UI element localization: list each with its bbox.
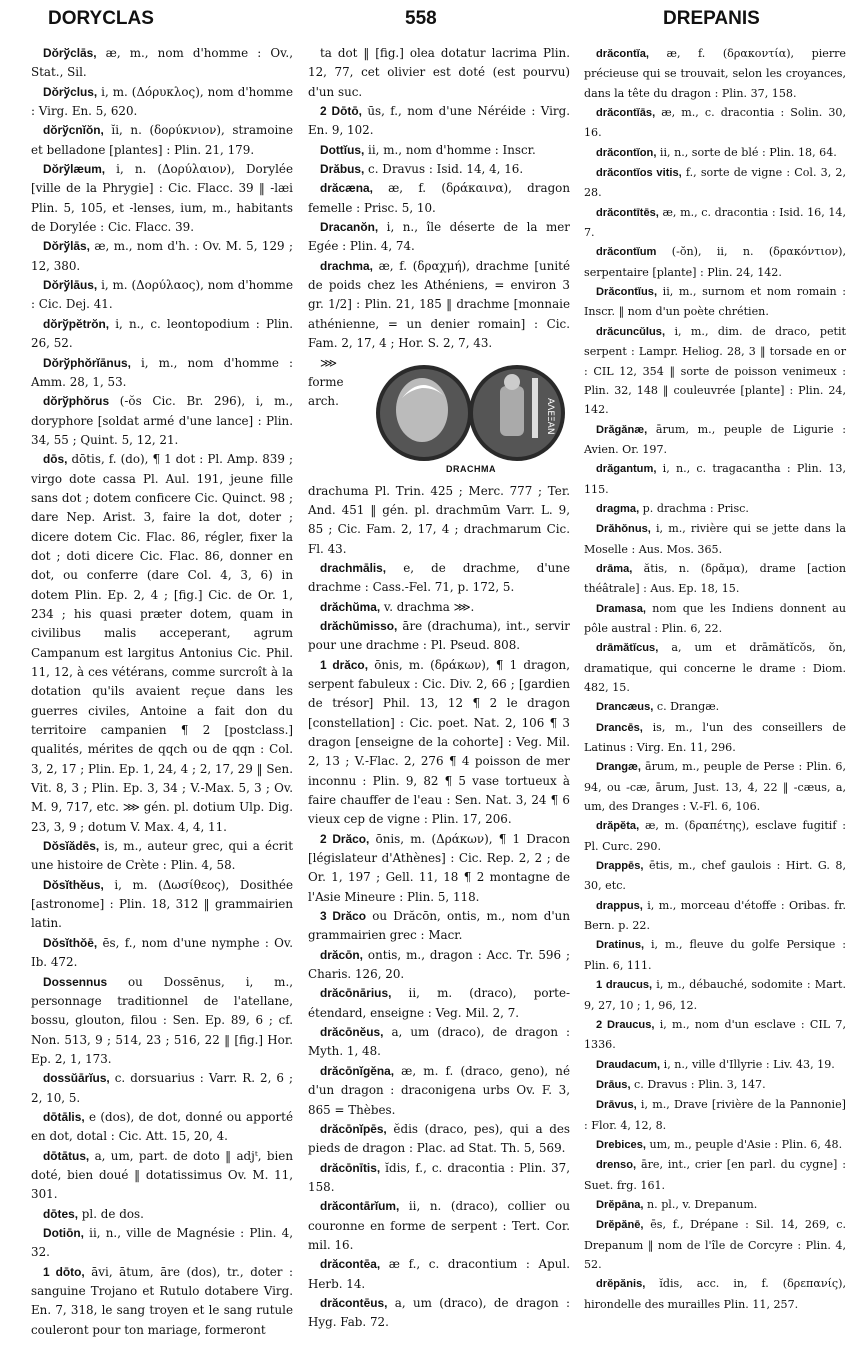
entry-definition: ĭdis, acc. in, f. (δρεπανίς), hirondelle des murailles Plin. 11, 257. <box>584 1277 846 1311</box>
dictionary-entry <box>584 896 846 936</box>
entry-definition: ontis, m., dragon : Acc. Tr. 596 ; Charis. 126, 20. <box>308 947 570 982</box>
entry-definition: i, m. (Δόρυκλος), nom d'homme : Virg. En. 5, 620. <box>31 84 293 119</box>
entry-headword: Dossennus <box>43 974 108 989</box>
entry-definition: æ, m., c. dracontia : Isid. 16, 14, 7. <box>584 205 846 240</box>
dictionary-entry <box>584 143 846 163</box>
drachma-coin-image <box>372 358 570 480</box>
entry-definition: æ, f. (δραχμή), drachme [unité de poids chez les Athéniens, = environ 3 gr. 1/2] : Plin. 21, 185 ‖ drachme [monnaie athénienne, = un denier romain] : Cic. Fam. 2, 17, 4 ; Hor. S. 2, 7, 43. <box>308 258 570 351</box>
dictionary-entry <box>308 656 570 830</box>
entry-definition: ĕdis (draco, pes), qui a des pieds de dragon : Plac. ad Stat. Th. 5, 569. <box>308 1121 570 1156</box>
entry-definition: æ, f. (δράκαινα), dragon femelle : Prisc. 5, 10. <box>308 181 570 215</box>
entry-headword: drăcontĭa, <box>596 48 650 60</box>
entry-definition: ii, n., sorte de blé : Plin. 18, 64. <box>656 145 837 159</box>
entry-definition: āre (drachuma), int., servir pour une drachme : Pl. Pseud. 808. <box>308 618 570 653</box>
entry-definition: ii, m., surnom et nom romain : Inscr. ‖ nom d'un poète chrétien. <box>584 285 846 319</box>
entry-headword: drenso, <box>596 1159 637 1172</box>
dictionary-entry <box>584 757 846 816</box>
dictionary-entry <box>584 420 846 460</box>
entry-headword: drăcontēus, <box>320 1295 388 1310</box>
dictionary-entry <box>31 315 293 354</box>
entry-definition: āvi, ātum, āre (dos), tr., doter : sanguine Trojano et Rutulo dotabere Virg. En. 7, 318, le sang troyen et le sang rutule couleront pour ton mariage, formeront <box>31 1264 293 1337</box>
entry-headword: Drancæus, <box>596 701 654 714</box>
entry-headword: drāmătĭcus, <box>596 642 659 655</box>
entry-definition: æ, m. f. (draco, geno), né d'un dragon : draconigena urbs Ov. F. 3, 865 = Thèbes. <box>308 1063 570 1117</box>
dictionary-entry <box>31 1069 293 1108</box>
entry-headword: 3 Drăco <box>320 909 367 924</box>
entry-definition: i, n. (Δορύλαιον), Dorylée [ville de la Phrygie] : Cic. Flacc. 39 ‖ -læi Plin. 5, 105, et -lenses, ium, m., habitants de Dorylée : Cic. Flacc. 39. <box>31 162 293 235</box>
dictionary-entry <box>308 984 570 1023</box>
entry-headword: Drăbus, <box>320 162 365 177</box>
dictionary-entry <box>584 499 846 519</box>
entry-headword: Drancēs, <box>596 721 643 734</box>
entry-definition: ēs, f., Drépane : Sil. 14, 269, c. Drepanum ‖ nom de l'île de Corcyre : Plin. 4, 52. <box>584 1218 846 1271</box>
dictionary-entry <box>584 1274 846 1314</box>
dictionary-entry <box>584 242 846 282</box>
dictionary-entry <box>31 1205 293 1224</box>
entry-headword: drăchŭmisso, <box>320 618 398 633</box>
dictionary-entry <box>308 1062 570 1120</box>
dictionary-entry <box>584 103 846 143</box>
entry-headword: drăcōnĕus, <box>320 1025 384 1040</box>
entry-definition: āre, int., crier [en parl. du cygne] : Suet. frg. 161. <box>584 1158 846 1192</box>
entry-definition: ta dot ‖ [fig.] olea dotatur lacrima Plin. 12, 77, cet olivier est doté (est pourvu) d'un suc. <box>308 46 570 99</box>
entry-definition: æ, m. (δραπέτης), esclave fugitif : Pl. Curc. 290. <box>584 819 846 853</box>
entry-definition: p. drachma : Prisc. <box>639 501 749 515</box>
entry-definition: ătis, n. (δρᾶμα), drame [action théâtrale] : Aus. Ep. 18, 15. <box>584 561 846 596</box>
dictionary-entry <box>31 1147 293 1205</box>
dictionary-entry <box>308 598 570 617</box>
entry-headword: Dŏrўlæum, <box>43 162 106 177</box>
entry-headword: dŏrўcnĭŏn, <box>43 123 104 138</box>
entry-definition: ⋙ forme arch. drachuma Pl. Trin. 425 ; Merc. 777 ; Ter. And. 451 ‖ gén. pl. drachmūm Varr. L. 9, 85 ; Cic. Fam. 2, 17, 4 ; drachmarum Cic. Fl. 43. <box>308 355 570 556</box>
entry-headword: drăcōnārius, <box>320 986 392 1001</box>
dictionary-entry <box>308 1197 570 1255</box>
column-2 <box>308 44 570 1333</box>
dictionary-entry <box>308 1255 570 1294</box>
entry-definition: i, n., île déserte de la mer Egée : Plin. 4, 74. <box>308 220 570 254</box>
entry-headword: 1 drăco, <box>320 657 369 672</box>
entry-headword: drāma, <box>596 562 633 575</box>
dictionary-entry <box>584 1195 846 1215</box>
dictionary-entry <box>308 1159 570 1198</box>
dictionary-entry <box>31 44 293 83</box>
dictionary-entry <box>31 160 293 237</box>
dictionary-entry <box>584 1215 846 1274</box>
entry-definition: ūs, f., nom d'une Néréide : Virg. En. 9, 102. <box>308 104 570 138</box>
dictionary-entry <box>584 44 846 103</box>
dictionary-entry <box>584 519 846 559</box>
dictionary-entry <box>584 203 846 243</box>
entry-definition: ou Dossēnus, i, m., personnage traditionnel de l'atellane, bossu, glouton, filou : Sen. Ep. 89, 6 ; cf. Non. 513, 9 ; 514, 23 ; 516, 22 ‖ [fig.] Hor. Ep. 2, 1, 173. <box>31 974 293 1066</box>
entry-definition: ii, m., nom d'homme : Inscr. <box>364 142 536 157</box>
running-head-right: DREPANIS <box>663 8 760 29</box>
dictionary-entry <box>31 973 293 1070</box>
entry-definition: (-ŏs Cic. Br. 296), i, m., doryphore [soldat armé d'une lance] : Plin. 34, 55 ; Quint. 5, 12, 21. <box>31 394 293 447</box>
entry-headword: Drĕpănē, <box>596 1219 644 1232</box>
entry-definition: i, m., débauché, sodomite : Mart. 9, 27, 10 ; 1, 96, 12. <box>584 978 846 1012</box>
entry-definition: a, um (draco), de dragon : Hyg. Fab. 72. <box>308 1295 570 1330</box>
entry-headword: dŏrўpĕtrŏn, <box>43 316 110 331</box>
dictionary-entry <box>308 160 570 179</box>
dictionary-entry <box>308 559 570 598</box>
entry-headword: dŏrўphŏrus <box>43 394 110 409</box>
dictionary-entry <box>584 459 846 499</box>
entry-definition: ēs, f., nom d'une nymphe : Ov. Ib. 472. <box>31 935 293 970</box>
entry-definition: ōnis, m. (Δράκων), ¶ 1 Dracon [législateur d'Athènes] : Cic. Rep. 2, 2 ; de Or. 1, 197 ; Gell. 11, 18 ¶ 2 montagne de l'Asie Mineure : Plin. 5, 118. <box>308 831 570 904</box>
entry-definition: n. pl., v. Drepanum. <box>643 1197 758 1211</box>
dictionary-entry <box>584 1135 846 1155</box>
dictionary-entry <box>308 1120 570 1159</box>
entry-headword: drăcontĭos vitis, <box>596 167 682 180</box>
entry-definition: v. drachma ⋙. <box>380 599 475 614</box>
entry-definition: i, m., Drave [rivière de la Pannonie] : Flor. 4, 12, 8. <box>584 1098 846 1132</box>
entry-headword: 2 Draucus, <box>596 1018 655 1031</box>
entry-headword: Dŏrўphŏrĭānus, <box>43 355 131 370</box>
entry-headword: Drăcontĭus, <box>596 286 658 299</box>
dictionary-entry <box>308 1023 570 1062</box>
entry-headword: Dŏsĭădēs, <box>43 839 100 854</box>
running-head-left: DORYCLAS <box>48 8 154 29</box>
svg-text:ΑΛΕΞΑΝ: ΑΛΕΞΑΝ <box>545 397 555 435</box>
entry-definition: i, n., c. leontopodium : Plin. 26, 52. <box>31 316 293 351</box>
entry-headword: dōtes, <box>43 1206 79 1221</box>
dictionary-entry <box>308 907 570 946</box>
entry-headword: drĕpănis, <box>596 1278 646 1291</box>
entry-definition: c. Dravus : Plin. 3, 147. <box>630 1077 766 1091</box>
entry-definition: a, um (draco), de dragon : Myth. 1, 48. <box>308 1025 570 1059</box>
entry-headword: drăcōnītis, <box>320 1160 381 1175</box>
entry-headword: drăcōnĭgĕna, <box>320 1063 395 1078</box>
entry-headword: drăcontēa, <box>320 1257 381 1272</box>
entry-headword: dōs, <box>43 452 68 467</box>
page-number: 558 <box>405 8 437 29</box>
entry-definition: ōnis, m. (δράκων), ¶ 1 dragon, serpent fabuleux : Cic. Div. 2, 66 ; [gardien de trésor] Phil. 13, 12 ¶ 2 le dragon [constellation] : Cic. poet. Nat. 2, 106 ¶ 3 dragon [enseigne de la cohorte] : Veg. Mil. 2, 13 ; V.-Flac. 2, 276 ¶ 4 poisson de mer inconnu : Plin. 9, 82 ¶ 5 vase tortueux à faire chauffer de l'eau : Sen. Nat. 3, 24 ¶ 6 vieux cep de vigne : Plin. 17, 206. <box>308 657 570 827</box>
entry-headword: dōtālis, <box>43 1109 85 1124</box>
coin-illustration <box>372 358 570 468</box>
entry-headword: Dramasa, <box>596 602 646 615</box>
dictionary-entry <box>584 697 846 717</box>
entry-headword: Drăhŏnus, <box>596 523 651 536</box>
dictionary-entry <box>584 282 846 322</box>
entry-definition: ārum, m., peuple de Perse : Plin. 6, 94, ou -cæ, ārum, Just. 13, 4, 22 ‖ -cæus, a, um, des Dranges : V.-Fl. 6, 106. <box>584 760 846 814</box>
entry-headword: drappus, <box>596 899 643 912</box>
dictionary-entry <box>584 1075 846 1095</box>
entry-headword: 2 Dōtō, <box>320 104 362 119</box>
entry-definition: i, m., rivière qui se jette dans la Moselle : Aus. Mos. 365. <box>584 522 846 556</box>
entry-definition: f., sorte de vigne : Col. 3, 2, 28. <box>584 166 846 200</box>
dictionary-entry <box>31 121 293 160</box>
dictionary-entry <box>584 816 846 856</box>
entry-definition: e (dos), de dot, donné ou apporté en dot, dotal : Cic. Att. 15, 20, 4. <box>31 1109 293 1144</box>
dictionary-entry <box>31 876 293 934</box>
column-1 <box>31 44 293 1340</box>
dictionary-entry <box>31 934 293 973</box>
entry-headword: drachma, <box>320 258 373 273</box>
entry-definition: e, de drachme, d'une drachme : Cass.-Fel. 71, p. 172, 5. <box>308 560 570 595</box>
entry-definition: a, um, part. de doto ‖ adjᵗ, bien doté, bien doué ‖ dotatissimus Ov. M. 11, 301. <box>31 1148 293 1202</box>
dictionary-entry <box>308 946 570 985</box>
entry-definition: c. dorsuarius : Varr. R. 2, 6 ; 2, 10, 5. <box>31 1071 293 1105</box>
dictionary-entry <box>308 257 570 354</box>
entry-definition: i, m., nom d'un esclave : CIL 7, 1336. <box>584 1017 846 1052</box>
dictionary-entry <box>31 1108 293 1147</box>
entry-definition: ĭdis, f., c. dracontia : Plin. 37, 158. <box>308 1160 570 1194</box>
dictionary-entry <box>308 1294 570 1333</box>
entry-definition: i, m., nom d'homme : Amm. 28, 1, 53. <box>31 355 293 389</box>
entry-headword: drăcontītēs, <box>596 206 659 219</box>
entry-definition: ĭi, n. (δορύκνιον), stramoine et belladone [plantes] : Plin. 21, 179. <box>31 123 293 157</box>
entry-definition: i, m., dim. de draco, petit serpent : Lampr. Heliog. 28, 3 ‖ torsade en or : CIL 12, 354 ‖ sorte de poisson venimeux : Plin. 32, 148 ‖ couleuvrée [plante] : Plin. 24, 142. <box>584 324 846 417</box>
entry-headword: Dŏrўlāus, <box>43 278 98 293</box>
entry-definition: nom que les Indiens donnent au pôle austral : Plin. 6, 22. <box>584 601 846 635</box>
entry-headword: Dracanŏn, <box>320 220 379 235</box>
entry-definition: dōtis, f. (do), ¶ 1 dot : Pl. Amp. 839 ; virgo dote cassa Pl. Aul. 191, jeune fille sans dot ; dotem conficere Cic. Quinct. 98 ; dare Nep. Arist. 3, faire la dot, doter ; dicere dotem Cic. Flac. 86, régler, fixer la dot ; doti dicere Cic. Flac. 86, donner en dot, ou conferre (dare Col. 4, 3, 6) in dotem Plin. Ep. 2, 4 ; [fig.] Cic. de Or. 1, 234 ; his quasi præter dotem, quam in civilibus malis acceperant, agrum Campanum est largitus Antonius Cic. Phil. 11, 12, à ces vétérans, comme surcroît à la dotation qu'ils avaient reçue dans les guerres civiles, Antoine a fait don du territoire campanien ¶ 2 [postclass.] qualités, mérites de qqch ou de qqn : Col. 3, 2, 17 ; Plin. Ep. 1, 24, 4 ; 2, 17, 29 ‖ Sen. Vit. 8, 3 ; Plin. Ep. 3, 34 ; V.-Max. 5, 3 ; Ov. M. 9, 717, etc. ⋙ gén. pl. dotium Ulp. Dig. 23, 3, 9 ; dotum V. Max. 4, 4, 11. <box>31 452 293 834</box>
entry-definition: i, m., morceau d'étoffe : Oribas. fr. Bern. p. 22. <box>584 898 846 933</box>
dictionary-entry <box>31 276 293 315</box>
entry-definition: æ, f. (δρακοντία), pierre précieuse qui se trouvait, selon les croyances, dans la tête du dragon : Plin. 37, 158. <box>584 47 846 100</box>
dictionary-entry <box>584 599 846 639</box>
entry-headword: drăpĕta, <box>596 820 640 833</box>
dictionary-entry <box>31 83 293 122</box>
entry-headword: Drĕpāna, <box>596 1198 644 1211</box>
dictionary-entry <box>31 354 293 393</box>
dictionary-entry <box>31 1224 293 1263</box>
entry-definition: a, um et drāmătĭcŏs, ŏn, dramatique, qui concerne le drame : Diom. 482, 15. <box>584 641 846 694</box>
page-header <box>0 8 850 38</box>
entry-headword: drăgantum, <box>596 463 657 476</box>
entry-headword: Dŏsĭthŏē, <box>43 935 98 950</box>
entry-headword: Dŏsĭthĕus, <box>43 877 104 892</box>
entry-definition: ii, n. (draco), collier ou couronne en forme de serpent : Tert. Cor. mil. 16. <box>308 1199 570 1252</box>
dictionary-entry <box>584 856 846 896</box>
entry-definition: æ f., c. dracontium : Apul. Herb. 14. <box>308 1257 570 1291</box>
entry-definition: c. Drangæ. <box>653 700 720 714</box>
entry-headword: drăcontĭum <box>596 246 657 259</box>
entry-headword: drăcontĭon, <box>596 146 657 159</box>
entry-definition: ii, n., ville de Magnésie : Plin. 4, 32. <box>31 1225 293 1260</box>
entry-headword: drăcuncŭlus, <box>596 325 666 338</box>
dictionary-entry <box>584 718 846 758</box>
dictionary-entry <box>308 141 570 160</box>
entry-headword: 1 dōto, <box>43 1264 85 1279</box>
dictionary-entry <box>584 975 846 1015</box>
entry-headword: drăcōnĭpēs, <box>320 1121 387 1136</box>
entry-headword: 2 Drăco, <box>320 831 370 846</box>
entry-headword: drăcōn, <box>320 947 363 962</box>
dictionary-entry <box>584 163 846 203</box>
dictionary-entry <box>31 837 293 876</box>
dictionary-entry <box>31 450 293 837</box>
entry-definition: is, m., auteur grec, qui a écrit une histoire de Crète : Plin. 4, 58. <box>31 839 293 873</box>
entry-definition: pl. de dos. <box>78 1206 144 1221</box>
entry-definition: i, m., fleuve du golfe Persique : Plin. 6, 111. <box>584 938 846 972</box>
dictionary-entry <box>308 102 570 141</box>
dictionary-entry <box>31 237 293 276</box>
entry-definition: æ, m., c. dracontia : Solin. 30, 16. <box>584 106 846 140</box>
entry-headword: drăcontĭās, <box>596 107 656 120</box>
dictionary-entry <box>308 179 570 218</box>
entry-headword: Dŏrўlās, <box>43 239 90 254</box>
entry-definition: i, m. (Δωσίθεος), Dosithée [astronome] : Plin. 18, 312 ‖ grammairien latin. <box>31 877 293 931</box>
entry-headword: drăchŭma, <box>320 599 381 614</box>
dictionary-entry <box>31 1263 293 1340</box>
dictionary-entry <box>308 218 570 257</box>
entry-definition: ētis, m., chef gaulois : Hirt. G. 8, 30, etc. <box>584 859 846 893</box>
dictionary-entry <box>584 1155 846 1195</box>
dictionary-entry <box>584 322 846 420</box>
entry-headword: Dŏrўclus, <box>43 84 98 99</box>
dictionary-entry <box>308 617 570 656</box>
dictionary-entry <box>584 935 846 975</box>
entry-headword: 1 draucus, <box>596 979 653 992</box>
dictionary-entry <box>31 392 293 450</box>
dictionary-entry <box>584 1095 846 1135</box>
entry-definition: æ, m., nom d'h. : Ov. M. 5, 129 ; 12, 380. <box>31 239 293 273</box>
dictionary-entry <box>584 1015 846 1055</box>
entry-definition: c. Dravus : Isid. 14, 4, 16. <box>364 162 524 177</box>
column-3 <box>584 44 846 1314</box>
entry-headword: dragma, <box>596 502 640 515</box>
dictionary-entry <box>308 44 570 102</box>
entry-headword: Dotiōn, <box>43 1225 84 1240</box>
entry-definition: i, m. (Δορύλαος), nom d'homme : Cic. Dej. 41. <box>31 278 293 312</box>
entry-headword: Dratinus, <box>596 939 645 952</box>
entry-headword: drachmālis, <box>320 560 387 575</box>
entry-definition: ou Drăcōn, ontis, m., nom d'un grammairien grec : Macr. <box>308 909 570 943</box>
entry-headword: Drappēs, <box>596 860 644 873</box>
entry-headword: Drebices, <box>596 1138 646 1151</box>
entry-definition: (-ŏn), ii, n. (δρακόντιον), serpentaire [plante] : Plin. 24, 142. <box>584 245 846 279</box>
dictionary-entry <box>584 638 846 697</box>
entry-definition: um, m., peuple d'Asie : Plin. 6, 48. <box>645 1137 843 1151</box>
entry-headword: Dŏrўclās, <box>43 46 97 60</box>
entry-headword: Drāvus, <box>596 1099 637 1112</box>
entry-headword: Dottĭus, <box>320 142 365 157</box>
dictionary-entry <box>584 559 846 599</box>
entry-definition: ārum, m., peuple de Ligurie : Avien. Or. 197. <box>584 422 846 456</box>
entry-definition: i, n., c. tragacantha : Plin. 13, 115. <box>584 462 846 496</box>
entry-definition: ii, m. (draco), porte-étendard, enseigne : Veg. Mil. 2, 7. <box>308 986 570 1020</box>
entry-headword: Drăgănæ, <box>596 423 648 436</box>
entry-headword: drăcæna, <box>320 181 373 196</box>
entry-definition: is, m., l'un des conseillers de Latinus : Virg. En. 11, 296. <box>584 720 846 755</box>
dictionary-entry <box>308 830 570 907</box>
coin-caption: DRACHMA <box>446 464 496 475</box>
entry-headword: dōtātus, <box>43 1148 90 1163</box>
entry-headword: Drangæ, <box>596 761 641 774</box>
dictionary-entry <box>584 1055 846 1075</box>
entry-definition: i, n., ville d'Illyrie : Liv. 43, 19. <box>660 1057 835 1071</box>
entry-headword: Drāus, <box>596 1078 631 1091</box>
entry-headword: Draudacum, <box>596 1058 661 1071</box>
entry-headword: dossŭārĭus, <box>43 1071 110 1086</box>
entry-headword: drăcontārĭum, <box>320 1199 400 1214</box>
entry-definition: æ, m., nom d'homme : Ov., Stat., Sil. <box>31 46 293 80</box>
